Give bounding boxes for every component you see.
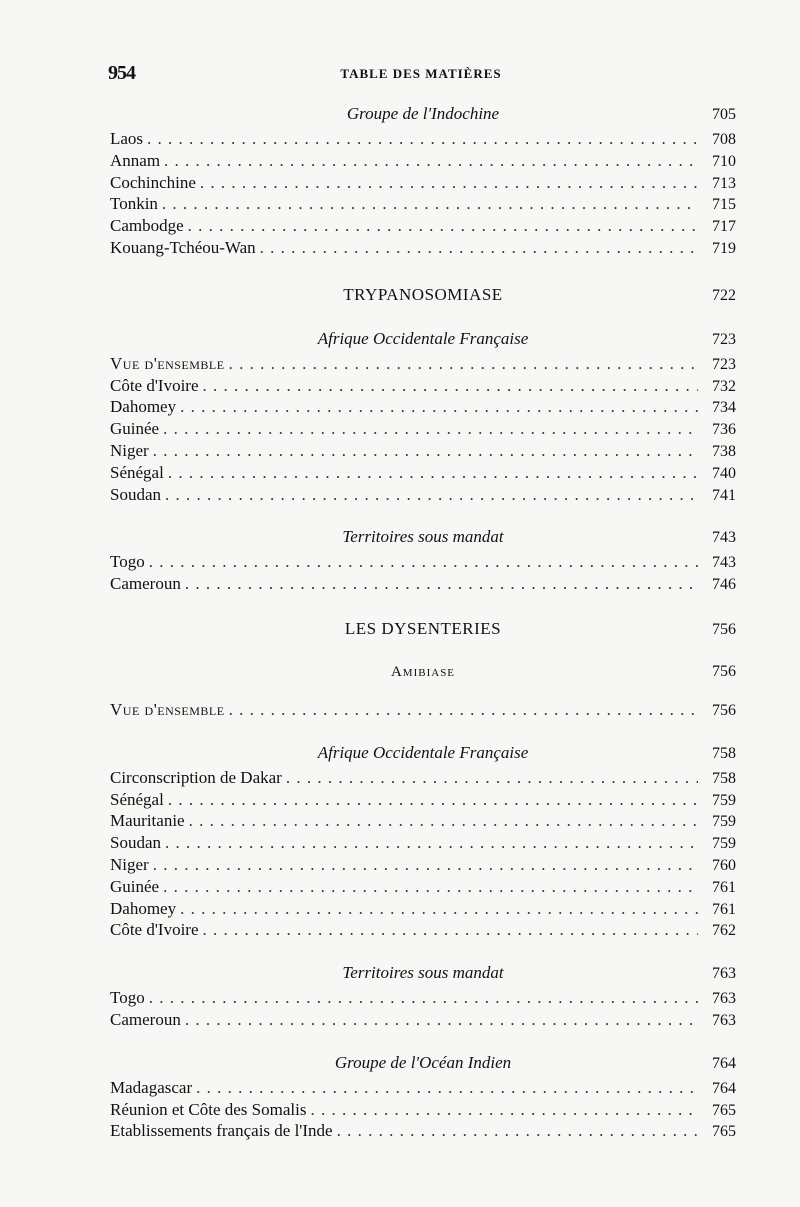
toc-entry-label: Mauritanie	[110, 811, 185, 831]
toc-entry	[110, 767, 736, 789]
toc-entry-label: Guinée	[110, 876, 160, 896]
dot-leader	[185, 573, 698, 595]
toc-entry	[110, 418, 736, 440]
section-heading	[110, 285, 736, 311]
dot-leader	[337, 1120, 698, 1142]
section-heading-page: 764	[712, 1054, 736, 1072]
dot-leader	[163, 418, 698, 440]
toc-entry-label: Niger	[110, 440, 149, 460]
toc-entry-page: 761	[712, 900, 736, 918]
section-heading	[110, 329, 736, 351]
toc-entry-page: 717	[712, 218, 736, 236]
toc-entry	[110, 193, 736, 215]
toc-entry	[110, 987, 736, 1009]
section-heading-page: 705	[712, 106, 736, 123]
toc-entry-label: Cameroun	[110, 574, 181, 594]
dot-leader	[203, 919, 698, 941]
toc-entry-page: 732	[712, 377, 736, 395]
toc-entry	[110, 462, 736, 484]
dot-leader	[286, 767, 698, 789]
toc-entry-page: 719	[712, 239, 736, 257]
dot-leader	[203, 375, 698, 397]
dot-leader	[168, 462, 698, 484]
toc-entry-label: Cameroun	[110, 1009, 181, 1029]
toc-entry	[110, 876, 736, 898]
toc-entry-page: 763	[712, 1011, 736, 1029]
section-heading-page: 756	[712, 620, 736, 638]
toc-entry-label: Laos	[110, 129, 144, 148]
toc-entry-label: Sénégal	[110, 789, 164, 809]
section-heading-text: LES DYSENTERIES	[344, 618, 502, 638]
dot-leader	[310, 1099, 698, 1121]
toc-entry-page: 759	[712, 791, 736, 809]
toc-entry-page: 734	[712, 399, 736, 417]
dot-leader	[164, 150, 698, 172]
section-heading-text: Afrique Occidentale Française	[317, 742, 529, 762]
toc-entry-label: Cochinchine	[110, 172, 196, 192]
dot-leader	[180, 898, 698, 920]
section-heading-text: Afrique Occidentale Française	[317, 328, 529, 348]
toc-entry-page: 762	[712, 922, 736, 940]
toc-entry	[110, 215, 736, 237]
toc-entry-label: Annam	[110, 150, 161, 170]
toc-entry	[110, 919, 736, 941]
toc-entry	[110, 1120, 736, 1142]
toc-entry	[110, 440, 736, 462]
toc-entry	[110, 854, 736, 876]
toc-entry	[110, 898, 736, 920]
toc-entry	[110, 484, 736, 506]
section-heading	[110, 1053, 736, 1075]
section-heading-page: 743	[712, 529, 736, 547]
dot-leader	[189, 810, 698, 832]
dot-leader	[153, 854, 698, 876]
section-heading-text: Groupe de l'Indochine	[346, 104, 500, 123]
section-heading	[110, 963, 736, 985]
toc-entry-label: Guinée	[110, 419, 160, 439]
toc-entry-label: Soudan	[110, 833, 161, 853]
section-heading-text: Territoires sous mandat	[342, 527, 504, 547]
toc-entry-label: Niger	[110, 854, 149, 874]
toc-entry-page: 710	[712, 152, 736, 170]
toc-entry	[110, 150, 736, 172]
toc-entry	[110, 128, 736, 150]
toc-entry	[110, 172, 736, 194]
section-heading	[110, 527, 736, 549]
section-heading-page: 722	[712, 286, 736, 304]
section-heading-page: 758	[712, 744, 736, 762]
section-heading	[110, 743, 736, 765]
toc-entry	[110, 237, 736, 259]
section-heading	[110, 104, 736, 126]
toc-entry	[110, 1009, 736, 1031]
toc-entry-page: 738	[712, 442, 736, 460]
dot-leader	[229, 699, 698, 721]
running-title: TABLE DES MATIÈRES	[340, 66, 502, 81]
section-heading	[110, 619, 736, 645]
toc-entry	[110, 375, 736, 397]
toc-entry-page: 761	[712, 878, 736, 896]
dot-leader	[188, 215, 698, 237]
toc-entry-page: 713	[712, 174, 736, 192]
toc-entry	[110, 1077, 736, 1099]
toc-entry-page: 740	[712, 464, 736, 482]
section-heading-text: Territoires sous mandat	[342, 963, 504, 983]
dot-leader	[196, 1077, 698, 1099]
toc-entry-label: Dahomey	[110, 898, 177, 918]
page-number: 954	[108, 62, 135, 84]
table-of-contents	[110, 104, 736, 1142]
toc-entry-label: Réunion et Côte des Somalis	[110, 1099, 307, 1119]
toc-entry	[110, 396, 736, 418]
toc-entry-label: Côte d'Ivoire	[110, 920, 199, 940]
toc-entry-label: Dahomey	[110, 397, 177, 417]
toc-entry-label: Vue d'ensemble	[110, 353, 225, 373]
dot-leader	[200, 172, 698, 194]
dot-leader	[153, 440, 698, 462]
toc-entry	[110, 1099, 736, 1121]
toc-entry-label: Togo	[110, 552, 145, 572]
dot-leader	[168, 789, 698, 811]
section-heading-text: Amibiase	[390, 663, 456, 680]
toc-entry-label: Madagascar	[110, 1077, 193, 1097]
toc-entry	[110, 832, 736, 854]
dot-leader	[165, 832, 698, 854]
dot-leader	[149, 551, 698, 573]
toc-entry-page: 763	[712, 990, 736, 1008]
dot-leader	[165, 484, 698, 506]
dot-leader	[149, 987, 698, 1009]
section-heading-page: 763	[712, 965, 736, 983]
toc-entry-label: Togo	[110, 988, 145, 1008]
toc-entry-page: 741	[712, 486, 736, 504]
toc-entry-page: 764	[712, 1079, 736, 1097]
toc-entry-label: Cambodge	[110, 216, 184, 236]
dot-leader	[260, 237, 698, 259]
toc-entry	[110, 573, 736, 595]
toc-entry-label: Vue d'ensemble	[110, 699, 225, 719]
toc-entry-page: 708	[712, 131, 736, 148]
toc-entry-label: Tonkin	[110, 194, 158, 214]
section-heading	[110, 663, 736, 685]
section-heading-page: 723	[712, 330, 736, 348]
section-heading-text: TRYPANOSOMIASE	[343, 284, 503, 304]
toc-entry-page: 765	[712, 1123, 736, 1141]
dot-leader	[163, 876, 698, 898]
toc-entry-page: 765	[712, 1101, 736, 1119]
dot-leader	[147, 128, 698, 150]
toc-entry-label: Côte d'Ivoire	[110, 375, 199, 395]
section-heading-text: Groupe de l'Océan Indien	[334, 1052, 512, 1072]
toc-entry-page: 715	[712, 196, 736, 214]
section-heading-page: 756	[712, 662, 736, 680]
toc-entry	[110, 810, 736, 832]
toc-entry-label: Soudan	[110, 484, 161, 504]
toc-entry-page: 756	[712, 701, 736, 719]
toc-entry-page: 759	[712, 835, 736, 853]
dot-leader	[162, 193, 698, 215]
dot-leader	[185, 1009, 698, 1031]
toc-entry	[110, 353, 736, 375]
toc-entry-page: 746	[712, 576, 736, 594]
dot-leader	[180, 396, 698, 418]
toc-entry	[110, 789, 736, 811]
toc-entry	[110, 699, 736, 721]
toc-entry-page: 723	[712, 355, 736, 373]
toc-entry-label: Kouang-Tchéou-Wan	[110, 237, 256, 257]
toc-entry-page: 736	[712, 421, 736, 439]
toc-entry-label: Etablissements français de l'Inde	[110, 1121, 333, 1141]
toc-entry	[110, 551, 736, 573]
toc-entry-page: 760	[712, 856, 736, 874]
toc-entry-label: Circonscription de Dakar	[110, 767, 282, 787]
toc-entry-page: 743	[712, 554, 736, 572]
toc-entry-page: 759	[712, 813, 736, 831]
running-head	[108, 62, 734, 86]
dot-leader	[229, 353, 698, 375]
toc-entry-label: Sénégal	[110, 462, 164, 482]
toc-entry-page: 758	[712, 769, 736, 787]
